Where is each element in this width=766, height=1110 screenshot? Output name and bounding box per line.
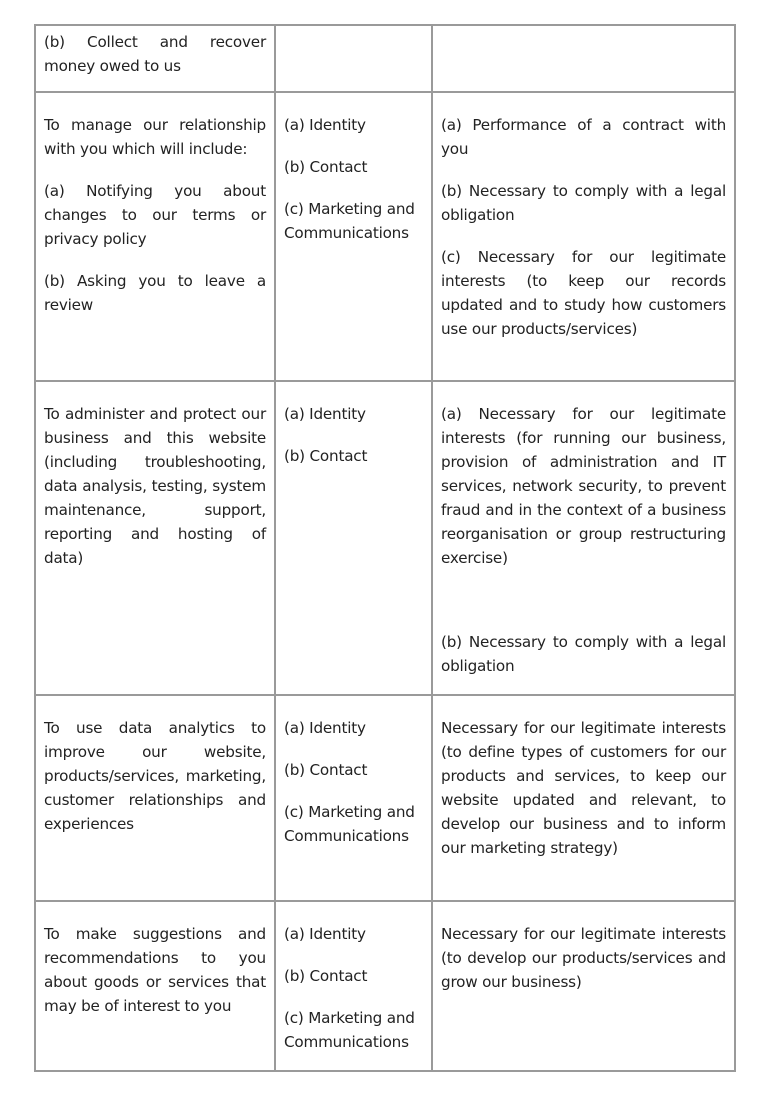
data-type-text: (c) Marketing and Communications xyxy=(284,803,415,845)
data-type-cell xyxy=(275,381,432,695)
table-row xyxy=(35,901,735,1071)
lawful-basis-text: (a) Performance of a contract with you xyxy=(441,116,726,158)
purpose-cell xyxy=(35,901,275,1071)
data-type-text: (b) Contact xyxy=(284,447,368,465)
table-row xyxy=(35,25,735,92)
data-type-text: (c) Marketing and Communications xyxy=(284,1009,415,1051)
data-type-text: (b) Contact xyxy=(284,761,368,779)
data-type-text: (c) Marketing and Communications xyxy=(284,200,415,242)
lawful-basis-table xyxy=(34,24,736,1072)
lawful-basis-cell xyxy=(432,901,735,1071)
data-type-text: (a) Identity xyxy=(284,405,366,423)
data-type-text: (b) Contact xyxy=(284,158,368,176)
data-type-text: (a) Identity xyxy=(284,116,366,134)
data-type-text: (b) Contact xyxy=(284,967,368,985)
purpose-text: To use data analytics to improve our website, products/services, marketing, customer relationships and experiences xyxy=(44,719,266,833)
purpose-text: (b) Collect and recover money owed to us xyxy=(44,33,266,75)
purpose-cell xyxy=(35,25,275,92)
purpose-cell xyxy=(35,695,275,901)
purpose-cell xyxy=(35,381,275,695)
data-type-text: (a) Identity xyxy=(284,719,366,737)
data-type-cell xyxy=(275,695,432,901)
lawful-basis-text: Necessary for our legitimate interests (to develop our products/services and grow our business) xyxy=(441,925,726,991)
table-row xyxy=(35,381,735,695)
table-row xyxy=(35,695,735,901)
purpose-text: (a) Notifying you about changes to our terms or privacy policy xyxy=(44,182,266,248)
purpose-text: To manage our relationship with you which will include: xyxy=(44,116,266,158)
lawful-basis-cell xyxy=(432,381,735,695)
lawful-basis-cell xyxy=(432,695,735,901)
lawful-basis-text: Necessary for our legitimate interests (to define types of customers for our products and services, to keep our website updated and relevant, to develop our business and to inform our marketing strategy) xyxy=(441,719,726,857)
lawful-basis-text: (c) Necessary for our legitimate interests (to keep our records updated and to study how customers use our products/services) xyxy=(441,248,726,338)
data-type-text: (a) Identity xyxy=(284,925,366,943)
purpose-text: To make suggestions and recommendations to you about goods or services that may be of interest to you xyxy=(44,925,266,1015)
purpose-text: To administer and protect our business and this website (including troubleshooting, data analysis, testing, system maintenance, support, reporting and hosting of data) xyxy=(44,405,266,567)
lawful-basis-text: (a) Necessary for our legitimate interests (for running our business, provision of administration and IT services, network security, to prevent fraud and in the context of a business reorganisation or group restructuring exercise) xyxy=(441,405,726,567)
data-type-cell xyxy=(275,92,432,381)
data-type-cell xyxy=(275,901,432,1071)
purpose-cell xyxy=(35,92,275,381)
lawful-basis-text: (b) Necessary to comply with a legal obligation xyxy=(441,633,726,675)
lawful-basis-cell xyxy=(432,25,735,92)
table-row xyxy=(35,92,735,381)
lawful-basis-cell xyxy=(432,92,735,381)
data-type-cell xyxy=(275,25,432,92)
lawful-basis-text: (b) Necessary to comply with a legal obligation xyxy=(441,182,726,224)
purpose-text: (b) Asking you to leave a review xyxy=(44,272,266,314)
